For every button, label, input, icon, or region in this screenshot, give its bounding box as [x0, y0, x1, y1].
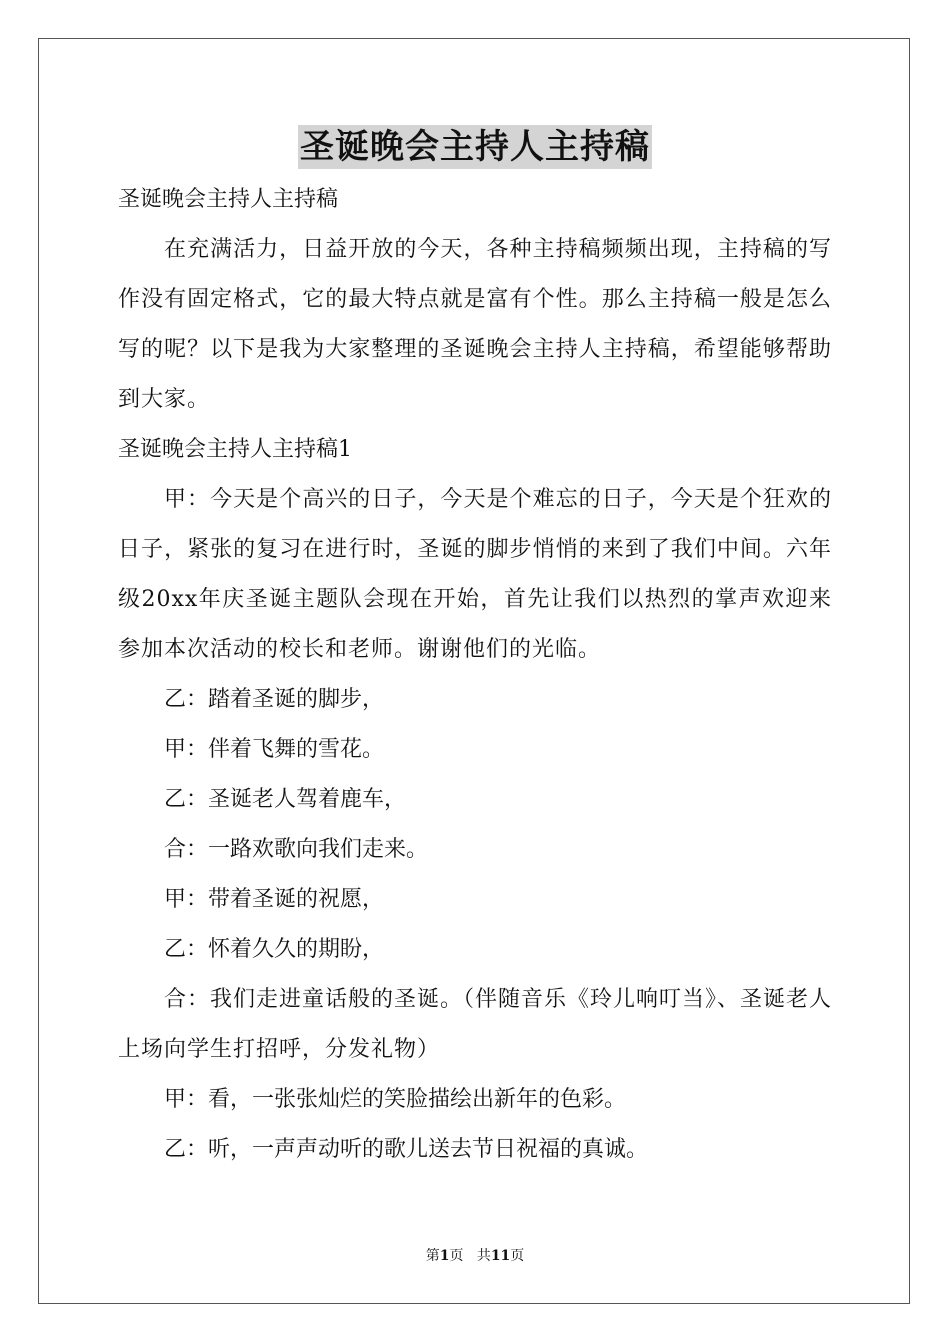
- dialogue-line: 乙：踏着圣诞的脚步，: [164, 687, 385, 712]
- total-pages: 11: [490, 1248, 511, 1264]
- document-body: [118, 175, 832, 1175]
- dialogue-line: 乙：圣诞老人驾着鹿车，: [164, 787, 407, 812]
- section-heading: 圣诞晚会主持人主持稿1: [118, 437, 352, 462]
- page-suffix: 页: [449, 1248, 464, 1264]
- dialogue-paragraph-1: 甲：今天是个高兴的日子，今天是个难忘的日子，今天是个狂欢的日子，紧张的复习在进行时，圣诞的脚步悄悄的来到了我们中间。六年级20xx年庆圣诞主题队会现在开始，首先让我们以热烈的掌声欢迎来参加本次活动的校长和老师。谢谢他们的光临。: [118, 487, 832, 662]
- dialogue-line: 甲：伴着飞舞的雪花。: [164, 737, 385, 762]
- total-suffix: 页: [510, 1248, 525, 1264]
- total-prefix: 共: [476, 1248, 491, 1264]
- intro-paragraph: 在充满活力，日益开放的今天，各种主持稿频频出现，主持稿的写作没有固定格式，它的最大特点就是富有个性。那么主持稿一般是怎么写的呢？以下是我为大家整理的圣诞晚会主持人主持稿，希望能够帮助到大家。: [118, 237, 832, 412]
- page-number: 1: [439, 1248, 450, 1264]
- dialogue-line: 合：一路欢歌向我们走来。: [164, 837, 429, 862]
- subtitle: 圣诞晚会主持人主持稿: [118, 187, 339, 212]
- dialogue-line: 甲：看，一张张灿烂的笑脸描绘出新年的色彩。: [164, 1087, 627, 1112]
- dialogue-line: 甲：带着圣诞的祝愿，: [164, 887, 385, 912]
- page-footer: [0, 1246, 950, 1266]
- page-prefix: 第: [425, 1248, 440, 1264]
- document-title: 圣诞晚会主持人主持稿: [300, 127, 650, 167]
- title-wrap: [0, 125, 950, 169]
- dialogue-line: 乙：听，一声声动听的歌儿送去节日祝福的真诚。: [164, 1137, 649, 1162]
- dialogue-paragraph-2: 合：我们走进童话般的圣诞。（伴随音乐《玲儿响叮当》、圣诞老人上场向学生打招呼，分发礼物）: [118, 987, 833, 1062]
- dialogue-line: 乙：怀着久久的期盼，: [164, 937, 385, 962]
